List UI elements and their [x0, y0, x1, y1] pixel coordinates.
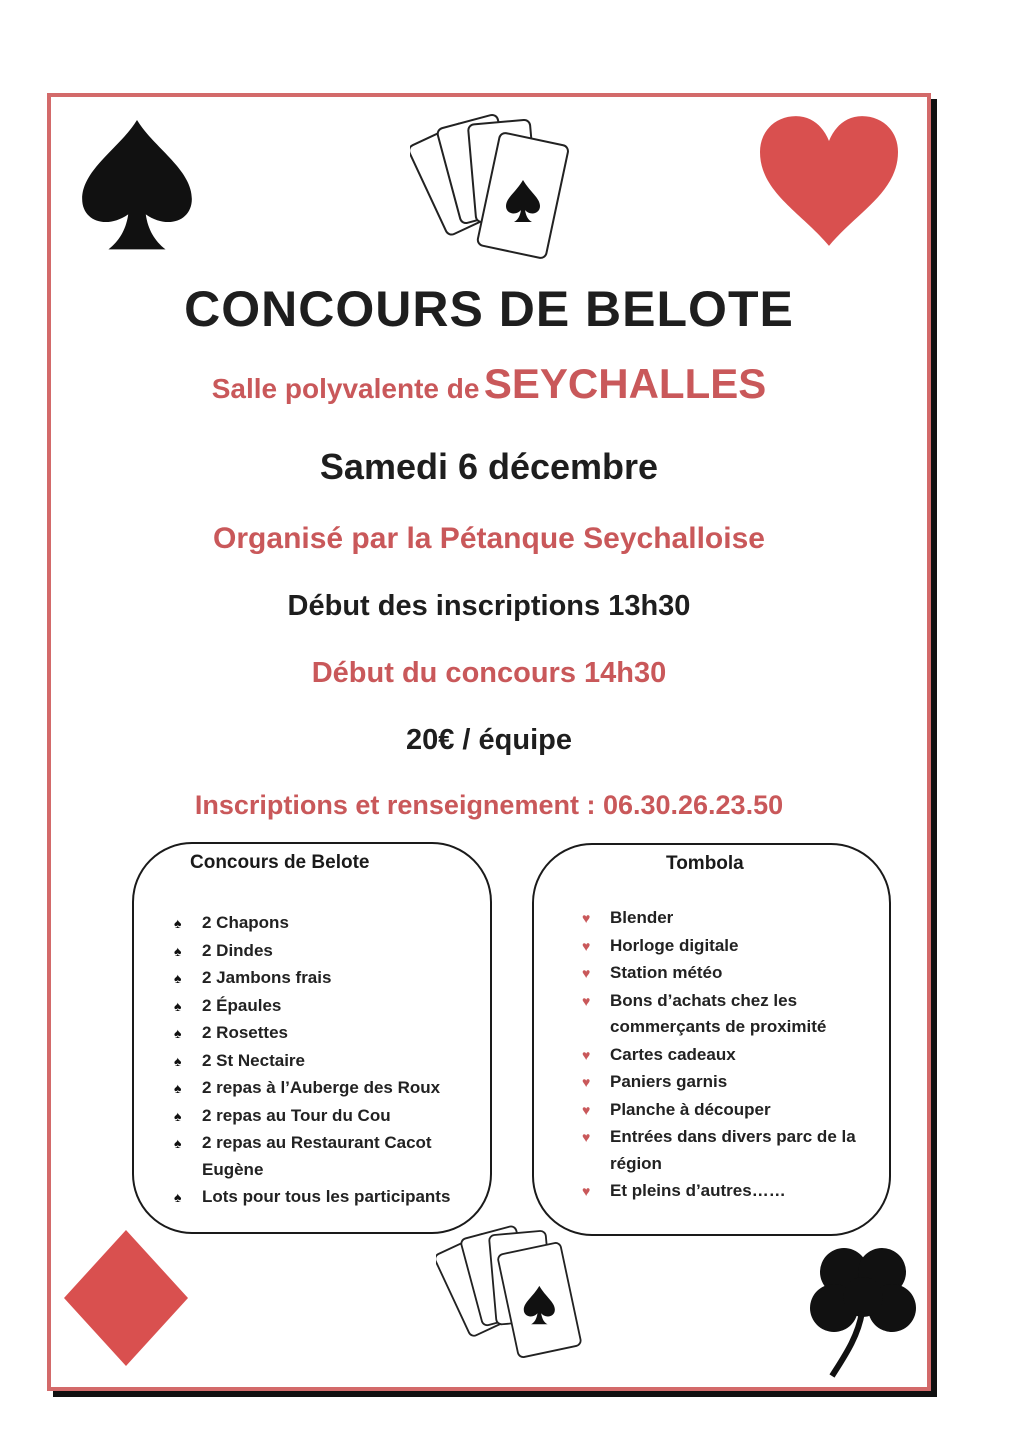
list-item — [174, 1075, 482, 1102]
list-item-text: Entrées dans divers parc de la région — [610, 1127, 856, 1173]
list-item-text: Et pleins d’autres…… — [610, 1181, 786, 1200]
spade-icon: ♠ — [174, 1080, 182, 1096]
list-item-text: 2 repas au Restaurant Cacot Eugène — [202, 1133, 432, 1179]
spade-icon: ♠ — [174, 1052, 182, 1069]
contact: Inscriptions et renseignement : 06.30.26.23.50 — [194, 790, 784, 820]
venue-prefix: Salle polyvalente de — [211, 373, 480, 404]
spade-icon: ♠ — [174, 1189, 182, 1205]
list-item-text: Lots pour tous les participants — [202, 1187, 451, 1206]
tombola-box — [532, 843, 891, 1236]
list-item — [582, 988, 870, 1041]
spade-icon: ♠ — [174, 1107, 182, 1124]
list-item-text: 2 repas à l’Auberge des Roux — [202, 1078, 441, 1097]
heart-icon: ♥ — [582, 1074, 591, 1090]
list-item-text: 2 St Nectaire — [202, 1050, 305, 1070]
list-item — [582, 1097, 870, 1124]
list-item-text: 2 Épaules — [202, 995, 282, 1015]
tombola-title: Tombola — [666, 853, 744, 874]
prizes-title: Concours de Belote — [190, 852, 370, 873]
list-item-text: 2 Rosettes — [202, 1023, 288, 1042]
list-item — [582, 960, 870, 987]
spade-icon: ♠ — [174, 970, 182, 986]
price: 20€ / équipe — [405, 724, 572, 756]
heart-icon: ♥ — [582, 1101, 591, 1118]
list-item — [174, 1048, 482, 1075]
spade-icon: ♠ — [174, 942, 182, 959]
list-item-text: Horloge digitale — [610, 935, 739, 955]
heart-icon: ♥ — [582, 1183, 591, 1199]
list-item-text: Planche à découper — [610, 1099, 771, 1119]
contest-start: Début du concours 14h30 — [311, 657, 667, 689]
organizer: Organisé par la Pétanque Seychalloise — [213, 522, 765, 555]
list-item — [174, 965, 482, 992]
list-item — [582, 1124, 870, 1177]
tombola-list — [582, 905, 870, 1206]
list-item — [174, 1103, 482, 1130]
heart-icon — [760, 116, 898, 246]
list-item — [582, 1069, 870, 1096]
list-item-text: Station météo — [610, 963, 723, 982]
diamond-icon — [64, 1230, 188, 1366]
heart-icon: ♥ — [582, 965, 591, 981]
spade-icon — [82, 120, 192, 256]
heart-icon: ♥ — [582, 937, 591, 954]
playing-cards-icon — [410, 110, 585, 270]
spade-icon: ♠ — [174, 1025, 182, 1041]
list-item-text: Paniers garnis — [610, 1072, 728, 1091]
list-item — [582, 1042, 870, 1069]
spade-icon: ♠ — [174, 997, 182, 1014]
list-item — [174, 938, 482, 965]
list-item-text: 2 Chapons — [202, 913, 289, 932]
registration-start: Début des inscriptions 13h30 — [287, 590, 691, 622]
spade-icon: ♠ — [174, 1135, 182, 1151]
list-item-text: 2 repas au Tour du Cou — [202, 1105, 391, 1125]
venue — [47, 360, 931, 408]
clover-icon — [804, 1242, 922, 1378]
list-item — [174, 1130, 482, 1183]
event-date: Samedi 6 décembre — [319, 446, 659, 487]
venue-name: SEYCHALLES — [483, 360, 767, 407]
list-item-text: 2 Jambons frais — [202, 968, 332, 987]
heart-icon: ♥ — [582, 1129, 591, 1145]
list-item — [174, 910, 482, 937]
list-item-text: Cartes cadeaux — [610, 1044, 736, 1064]
spade-icon: ♠ — [174, 915, 182, 931]
list-item — [582, 933, 870, 960]
prizes-list — [174, 910, 482, 1212]
heart-icon: ♥ — [582, 910, 591, 926]
list-item-text: Blender — [610, 908, 674, 927]
list-item — [174, 1184, 482, 1211]
list-item-text: Bons d’achats chez les commerçants de proximité — [610, 990, 827, 1036]
list-item — [582, 1178, 870, 1205]
page-title: CONCOURS DE BELOTE — [184, 281, 794, 337]
prizes-box — [132, 842, 492, 1234]
heart-icon: ♥ — [582, 992, 591, 1009]
list-item — [582, 905, 870, 932]
list-item-text: 2 Dindes — [202, 940, 273, 960]
heart-icon: ♥ — [582, 1046, 591, 1063]
playing-cards-icon — [436, 1215, 596, 1375]
list-item — [174, 993, 482, 1020]
list-item — [174, 1020, 482, 1047]
